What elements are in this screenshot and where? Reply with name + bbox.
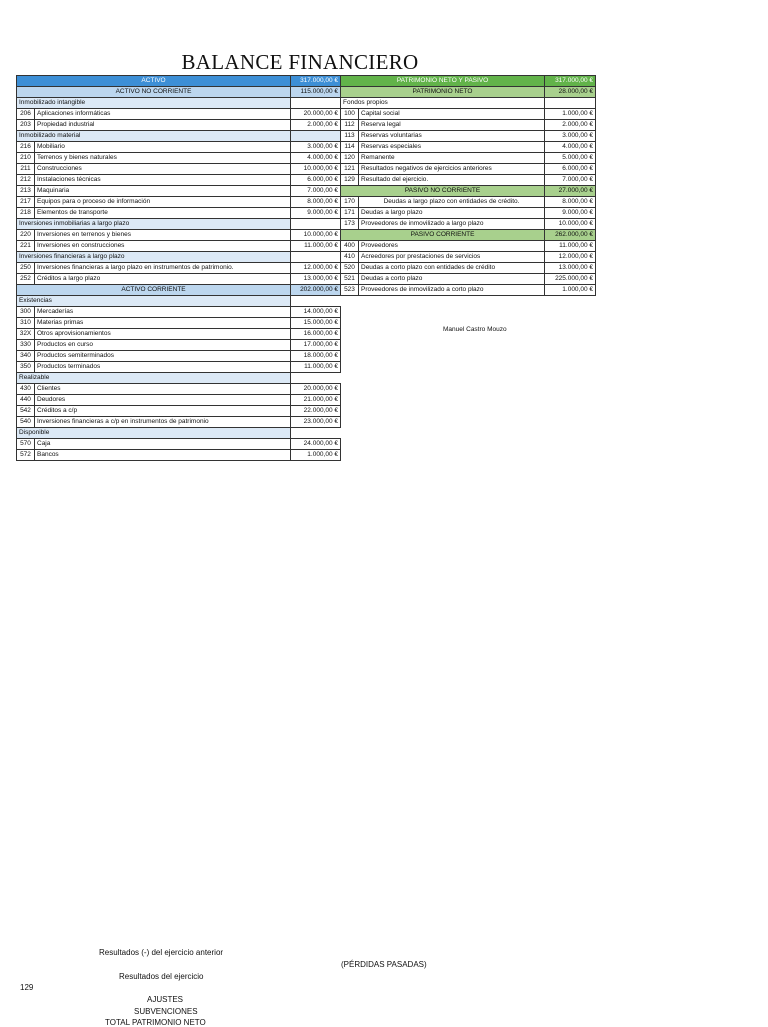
account-amount: 6.000,00 € (291, 175, 341, 186)
group-label: Fondos propios (341, 98, 545, 109)
account-row (17, 241, 341, 252)
pasivo-header-label: PATRIMONIO NETO Y PASIVO (341, 76, 545, 87)
group-row (17, 428, 341, 439)
account-amount: 16.000,00 € (291, 329, 341, 340)
account-amount: 13.000,00 € (291, 274, 341, 285)
group-row (17, 98, 341, 109)
account-row (17, 417, 341, 428)
account-row (17, 153, 341, 164)
patrimonio-neto-row (341, 87, 596, 98)
account-row (17, 175, 341, 186)
account-row (341, 175, 596, 186)
account-name: Productos terminados (35, 362, 291, 373)
account-name: Productos semiterminados (35, 351, 291, 362)
account-name: Caja (35, 439, 291, 450)
account-amount: 4.000,00 € (545, 142, 596, 153)
account-name: Deudas a corto plazo (359, 274, 545, 285)
account-amount: 1.000,00 € (545, 285, 596, 296)
account-code: 542 (17, 406, 35, 417)
account-code: 523 (341, 285, 359, 296)
account-code: 213 (17, 186, 35, 197)
account-amount: 1.000,00 € (291, 450, 341, 461)
pasivo-table (340, 75, 596, 296)
pasivo-header-amount: 317.000,00 € (545, 76, 596, 87)
account-row (341, 274, 596, 285)
account-amount: 11.000,00 € (545, 241, 596, 252)
account-row (17, 439, 341, 450)
account-amount: 14.000,00 € (291, 307, 341, 318)
account-name: Proveedores de inmovilizado a largo plazo (359, 219, 545, 230)
account-name: Bancos (35, 450, 291, 461)
account-name: Mobiliario (35, 142, 291, 153)
account-row (17, 406, 341, 417)
account-amount: 1.000,00 € (545, 109, 596, 120)
account-code: 221 (17, 241, 35, 252)
account-name: Reserva legal (359, 120, 545, 131)
account-name: Resultados negativos de ejercicios anteriores (359, 164, 545, 175)
account-name: Proveedores (359, 241, 545, 252)
account-name: Reservas voluntarias (359, 131, 545, 142)
account-name: Capital social (359, 109, 545, 120)
account-row (17, 230, 341, 241)
account-row (17, 263, 341, 274)
account-row (341, 131, 596, 142)
account-amount: 8.000,00 € (291, 197, 341, 208)
footer-perdidas: (PÉRDIDAS PASADAS) (341, 960, 427, 969)
account-row (341, 252, 596, 263)
account-code: 113 (341, 131, 359, 142)
account-amount: 9.000,00 € (291, 208, 341, 219)
account-code: 216 (17, 142, 35, 153)
account-code: 218 (17, 208, 35, 219)
account-row (17, 164, 341, 175)
account-amount: 8.000,00 € (545, 197, 596, 208)
account-amount: 23.000,00 € (291, 417, 341, 428)
account-name: Terrenos y bienes naturales (35, 153, 291, 164)
account-code: 572 (17, 450, 35, 461)
account-row (17, 450, 341, 461)
account-code: 203 (17, 120, 35, 131)
group-row (341, 98, 596, 109)
pasivo-header-row (341, 76, 596, 87)
account-amount: 10.000,00 € (291, 164, 341, 175)
account-code: 32X (17, 329, 35, 340)
account-code: 210 (17, 153, 35, 164)
activo-no-corriente-amount: 115.000,00 € (291, 87, 341, 98)
account-name: Deudas a largo plazo con entidades de crédito. (359, 197, 545, 208)
account-row (17, 109, 341, 120)
account-code: 310 (17, 318, 35, 329)
account-code: 120 (341, 153, 359, 164)
account-name: Propiedad industrial (35, 120, 291, 131)
group-row (17, 131, 341, 142)
account-amount: 2.000,00 € (291, 120, 341, 131)
account-name: Elementos de transporte (35, 208, 291, 219)
account-name: Aplicaciones informáticas (35, 109, 291, 120)
footer-resultados-ejercicio: Resultados del ejercicio (119, 972, 204, 981)
activo-corriente-row (17, 285, 341, 296)
group-row (17, 252, 341, 263)
account-amount: 11.000,00 € (291, 362, 341, 373)
footer-subvenciones: SUBVENCIONES (134, 1007, 198, 1016)
account-amount: 15.000,00 € (291, 318, 341, 329)
activo-header-row (17, 76, 341, 87)
account-name: Créditos a c/p (35, 406, 291, 417)
account-code: 250 (17, 263, 35, 274)
account-name: Acreedores por prestaciones de servicios (359, 252, 545, 263)
account-code: 350 (17, 362, 35, 373)
account-row (341, 153, 596, 164)
account-row (341, 109, 596, 120)
account-row (17, 186, 341, 197)
account-row (17, 395, 341, 406)
activo-corriente-amount: 202.000,00 € (291, 285, 341, 296)
account-row (341, 241, 596, 252)
account-amount: 9.000,00 € (545, 208, 596, 219)
signature: Manuel Castro Mouzo (443, 326, 507, 333)
account-code: 440 (17, 395, 35, 406)
pasivo-no-corriente-amount: 27.000,00 € (545, 186, 596, 197)
account-name: Instalaciones técnicas (35, 175, 291, 186)
account-name: Inversiones financieras a c/p en instrumentos de patrimonio (35, 417, 291, 428)
account-code: 114 (341, 142, 359, 153)
account-amount: 20.000,00 € (291, 109, 341, 120)
account-amount: 6.000,00 € (545, 164, 596, 175)
account-name: Maquinaria (35, 186, 291, 197)
account-name: Deudas a largo plazo (359, 208, 545, 219)
account-row (17, 329, 341, 340)
account-code: 300 (17, 307, 35, 318)
account-name: Resultado del ejercicio. (359, 175, 545, 186)
account-amount: 13.000,00 € (545, 263, 596, 274)
account-name: Clientes (35, 384, 291, 395)
account-code: 206 (17, 109, 35, 120)
account-name: Materias primas (35, 318, 291, 329)
account-code: 129 (341, 175, 359, 186)
account-amount: 7.000,00 € (545, 175, 596, 186)
account-amount: 11.000,00 € (291, 241, 341, 252)
account-row (17, 307, 341, 318)
account-row (341, 285, 596, 296)
account-row (17, 340, 341, 351)
account-name: Otros aprovisionamientos (35, 329, 291, 340)
account-amount: 4.000,00 € (291, 153, 341, 164)
account-amount: 21.000,00 € (291, 395, 341, 406)
activo-table (16, 75, 341, 461)
account-row (17, 351, 341, 362)
account-amount: 17.000,00 € (291, 340, 341, 351)
account-code: 100 (341, 109, 359, 120)
footer-code: 129 (20, 983, 34, 992)
account-code: 520 (341, 263, 359, 274)
activo-header-label: ACTIVO (17, 76, 291, 87)
account-code: 330 (17, 340, 35, 351)
account-row (341, 197, 596, 208)
account-code: 252 (17, 274, 35, 285)
activo-header-amount: 317.000,00 € (291, 76, 341, 87)
pasivo-no-corriente-row (341, 186, 596, 197)
account-amount: 5.000,00 € (545, 153, 596, 164)
account-code: 170 (341, 197, 359, 208)
account-amount: 3.000,00 € (545, 131, 596, 142)
pasivo-corriente-label: PASIVO CORRIENTE (341, 230, 545, 241)
footer-ajustes: AJUSTES (147, 995, 184, 1004)
account-amount: 2.000,00 € (545, 120, 596, 131)
account-name: Deudores (35, 395, 291, 406)
group-label: Inmobilizado intangible (17, 98, 291, 109)
account-name: Construcciones (35, 164, 291, 175)
group-label: Realizable (17, 373, 291, 384)
activo-no-corriente-row (17, 87, 341, 98)
account-row (341, 164, 596, 175)
account-code: 173 (341, 219, 359, 230)
patrimonio-neto-amount: 28.000,00 € (545, 87, 596, 98)
patrimonio-neto-label: PATRIMONIO NETO (341, 87, 545, 98)
account-amount: 3.000,00 € (291, 142, 341, 153)
account-code: 521 (341, 274, 359, 285)
account-code: 410 (341, 252, 359, 263)
account-amount: 10.000,00 € (291, 230, 341, 241)
group-row (17, 219, 341, 230)
account-code: 112 (341, 120, 359, 131)
pasivo-no-corriente-label: PASIVO NO CORRIENTE (341, 186, 545, 197)
account-row (17, 197, 341, 208)
account-code: 400 (341, 241, 359, 252)
account-amount: 18.000,00 € (291, 351, 341, 362)
account-name: Equipos para o proceso de información (35, 197, 291, 208)
account-code: 220 (17, 230, 35, 241)
account-code: 217 (17, 197, 35, 208)
group-row (17, 296, 341, 307)
account-amount: 20.000,00 € (291, 384, 341, 395)
group-label: Inmobilizado material (17, 131, 291, 142)
account-row (341, 208, 596, 219)
group-label: Existencias (17, 296, 291, 307)
account-code: 211 (17, 164, 35, 175)
account-row (341, 219, 596, 230)
account-code: 540 (17, 417, 35, 428)
account-name: Remanente (359, 153, 545, 164)
activo-no-corriente-label: ACTIVO NO CORRIENTE (17, 87, 291, 98)
account-name: Créditos a largo plazo (35, 274, 291, 285)
account-row (17, 208, 341, 219)
account-amount: 12.000,00 € (545, 252, 596, 263)
account-name: Reservas especiales (359, 142, 545, 153)
account-row (17, 142, 341, 153)
account-row (17, 120, 341, 131)
page-title: BALANCE FINANCIERO (181, 50, 419, 74)
account-name: Productos en curso (35, 340, 291, 351)
account-code: 212 (17, 175, 35, 186)
account-code: 430 (17, 384, 35, 395)
footer-resultados-anterior: Resultados (-) del ejercicio anterior (99, 948, 224, 957)
group-label: Inversiones financieras a largo plazo (17, 252, 291, 263)
account-amount: 7.000,00 € (291, 186, 341, 197)
activo-corriente-label: ACTIVO CORRIENTE (17, 285, 291, 296)
account-row (17, 318, 341, 329)
account-name: Inversiones en terrenos y bienes (35, 230, 291, 241)
account-row (17, 362, 341, 373)
pasivo-corriente-row (341, 230, 596, 241)
account-amount: 22.000,00 € (291, 406, 341, 417)
account-amount: 24.000,00 € (291, 439, 341, 450)
account-name: Deudas a corto plazo con entidades de crédito (359, 263, 545, 274)
account-row (341, 263, 596, 274)
pasivo-corriente-amount: 262.000,00 € (545, 230, 596, 241)
account-row (341, 120, 596, 131)
account-row (17, 274, 341, 285)
account-amount: 225.000,00 € (545, 274, 596, 285)
account-amount: 12.000,00 € (291, 263, 341, 274)
group-row (17, 373, 341, 384)
account-row (341, 142, 596, 153)
account-name: Mercaderías (35, 307, 291, 318)
account-code: 340 (17, 351, 35, 362)
account-code: 570 (17, 439, 35, 450)
group-label: Disponible (17, 428, 291, 439)
account-name: Proveedores de inmovilizado a corto plazo (359, 285, 545, 296)
account-name: Inversiones financieras a largo plazo en instrumentos de patrimonio. (35, 263, 291, 274)
account-row (17, 384, 341, 395)
group-label: Inversiones inmobiliarias a largo plazo (17, 219, 291, 230)
account-name: Inversiones en construcciones (35, 241, 291, 252)
footer-total: TOTAL PATRIMONIO NETO (105, 1018, 206, 1027)
account-amount: 10.000,00 € (545, 219, 596, 230)
account-code: 121 (341, 164, 359, 175)
account-code: 171 (341, 208, 359, 219)
